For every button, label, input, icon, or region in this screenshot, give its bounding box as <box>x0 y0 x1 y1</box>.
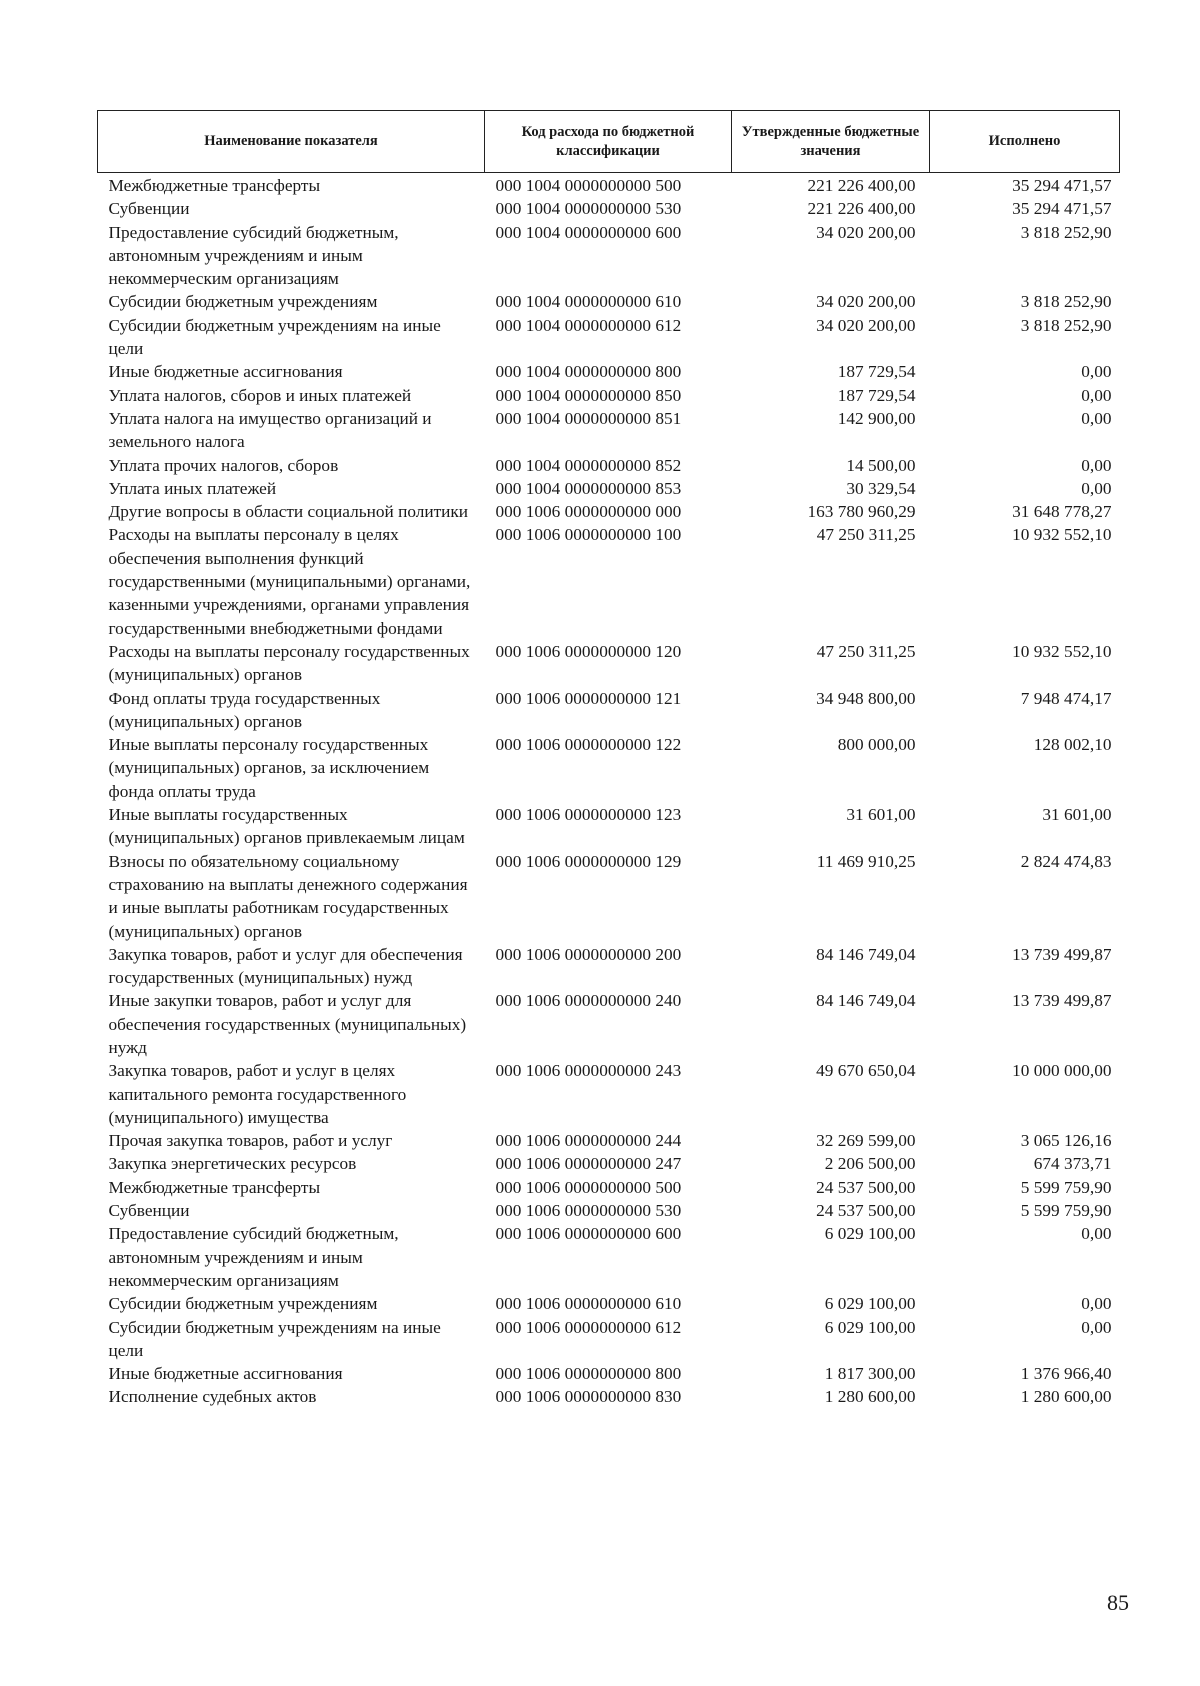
table-row <box>98 454 1120 477</box>
table-row <box>98 1129 1120 1152</box>
cell-code: 000 1006 0000000000 200 <box>495 944 682 964</box>
table-row <box>98 523 1120 639</box>
table-row <box>98 1362 1120 1385</box>
cell-name: Уплата иных платежей <box>108 478 277 498</box>
table-row <box>98 850 1120 943</box>
cell-code: 000 1006 0000000000 121 <box>495 688 682 708</box>
table-row <box>98 290 1120 313</box>
cell-executed: 0,00 <box>1081 455 1112 475</box>
cell-code: 000 1006 0000000000 244 <box>495 1131 682 1151</box>
cell-code: 000 1006 0000000000 800 <box>495 1364 682 1384</box>
cell-name: Другие вопросы в области социальной политики <box>108 502 469 522</box>
cell-code: 000 1006 0000000000 830 <box>495 1387 682 1407</box>
cell-name: Субвенции <box>108 199 190 219</box>
cell-approved: 34 020 200,00 <box>816 222 916 242</box>
cell-name: Исполнение судебных актов <box>108 1387 317 1407</box>
cell-executed: 0,00 <box>1081 1317 1112 1337</box>
table-row <box>98 407 1120 454</box>
cell-name: Предоставление субсидий бюджетным, автономным учреждениям и иным некоммерческим организациям <box>108 222 399 289</box>
cell-code: 000 1004 0000000000 612 <box>495 315 682 335</box>
table-row <box>98 640 1120 687</box>
cell-executed: 7 948 474,17 <box>1020 688 1112 708</box>
cell-approved: 34 020 200,00 <box>816 292 916 312</box>
cell-name: Предоставление субсидий бюджетным, автономным учреждениям и иным некоммерческим организациям <box>108 1224 399 1290</box>
cell-code: 000 1004 0000000000 800 <box>495 362 682 382</box>
table-row <box>98 989 1120 1059</box>
cell-code: 000 1006 0000000000 129 <box>495 851 682 871</box>
cell-code: 000 1004 0000000000 610 <box>495 292 682 312</box>
page-number: 85 <box>1107 1590 1129 1615</box>
cell-name: Расходы на выплаты персоналу государственных (муниципальных) органов <box>108 641 470 685</box>
cell-name: Иные бюджетные ассигнования <box>108 1364 343 1384</box>
table-body <box>98 173 1120 1409</box>
cell-approved: 11 469 910,25 <box>816 851 916 871</box>
cell-name: Субсидии бюджетным учреждениям на иные цели <box>108 315 441 359</box>
cell-approved: 6 029 100,00 <box>824 1317 916 1337</box>
cell-name: Взносы по обязательному социальному страхованию на выплаты денежного содержания и иные выплаты работникам государственных (муниципальных) органов <box>108 851 468 941</box>
cell-name: Уплата прочих налогов, сборов <box>108 455 339 475</box>
cell-executed: 10 932 552,10 <box>1012 525 1112 545</box>
cell-executed: 0,00 <box>1081 408 1112 428</box>
table-row <box>98 1199 1120 1222</box>
budget-table <box>97 110 1120 1409</box>
cell-code: 000 1006 0000000000 612 <box>495 1317 682 1337</box>
cell-approved: 1 817 300,00 <box>824 1364 916 1384</box>
cell-executed: 35 294 471,57 <box>1012 199 1112 219</box>
cell-name: Закупка энергетических ресурсов <box>108 1154 357 1174</box>
cell-approved: 163 780 960,29 <box>807 502 916 522</box>
table-row <box>98 477 1120 500</box>
cell-approved: 34 948 800,00 <box>816 688 916 708</box>
cell-executed: 0,00 <box>1081 478 1112 498</box>
cell-code: 000 1004 0000000000 500 <box>495 176 682 195</box>
cell-code: 000 1006 0000000000 243 <box>495 1061 682 1081</box>
table-row <box>98 1152 1120 1175</box>
cell-name: Субсидии бюджетным учреждениям <box>108 1294 378 1314</box>
table-row <box>98 173 1120 198</box>
table-row <box>98 500 1120 523</box>
cell-approved: 47 250 311,25 <box>816 641 916 661</box>
cell-executed: 674 373,71 <box>1033 1154 1112 1174</box>
header-approved: Утвержденные бюджетные значения <box>732 111 930 173</box>
table-row <box>98 197 1120 220</box>
table-row <box>98 360 1120 383</box>
table-row <box>98 733 1120 803</box>
table-row <box>98 1222 1120 1292</box>
cell-approved: 32 269 599,00 <box>816 1131 916 1151</box>
cell-code: 000 1004 0000000000 600 <box>495 222 682 242</box>
table-row <box>98 943 1120 990</box>
cell-approved: 2 206 500,00 <box>824 1154 916 1174</box>
table-row <box>98 1176 1120 1199</box>
cell-approved: 24 537 500,00 <box>816 1177 916 1197</box>
cell-code: 000 1004 0000000000 530 <box>495 199 682 219</box>
cell-approved: 187 729,54 <box>837 362 916 382</box>
cell-name: Межбюджетные трансферты <box>108 176 321 195</box>
header-code: Код расхода по бюджетной классификации <box>485 111 732 173</box>
cell-executed: 0,00 <box>1081 362 1112 382</box>
header-name: Наименование показателя <box>98 111 485 173</box>
cell-code: 000 1006 0000000000 247 <box>495 1154 682 1174</box>
cell-executed: 0,00 <box>1081 1294 1112 1314</box>
cell-code: 000 1004 0000000000 850 <box>495 385 682 405</box>
cell-code: 000 1004 0000000000 852 <box>495 455 682 475</box>
cell-executed: 10 000 000,00 <box>1012 1061 1112 1081</box>
cell-executed: 3 818 252,90 <box>1020 222 1112 242</box>
cell-approved: 221 226 400,00 <box>807 176 916 195</box>
cell-approved: 6 029 100,00 <box>824 1294 916 1314</box>
cell-code: 000 1006 0000000000 122 <box>495 735 682 755</box>
table-row <box>98 1292 1120 1315</box>
cell-code: 000 1006 0000000000 000 <box>495 502 682 522</box>
table-row <box>98 1385 1120 1408</box>
table-row <box>98 687 1120 734</box>
cell-code: 000 1006 0000000000 610 <box>495 1294 682 1314</box>
cell-code: 000 1006 0000000000 120 <box>495 641 682 661</box>
cell-code: 000 1006 0000000000 500 <box>495 1177 682 1197</box>
cell-code: 000 1006 0000000000 123 <box>495 805 682 825</box>
cell-executed: 0,00 <box>1081 1224 1112 1244</box>
cell-approved: 84 146 749,04 <box>816 944 916 964</box>
cell-name: Иные бюджетные ассигнования <box>108 362 343 382</box>
cell-executed: 128 002,10 <box>1033 735 1112 755</box>
cell-executed: 2 824 474,83 <box>1020 851 1112 871</box>
cell-executed: 31 648 778,27 <box>1012 502 1112 522</box>
cell-name: Расходы на выплаты персоналу в целях обеспечения выполнения функций государственными (муниципальными) органами, казенными учреждениями, органами управления государственными внебюджетными фондами <box>108 525 471 638</box>
cell-name: Закупка товаров, работ и услуг для обеспечения государственных (муниципальных) нужд <box>108 944 463 988</box>
cell-executed: 13 739 499,87 <box>1012 991 1112 1011</box>
cell-code: 000 1006 0000000000 240 <box>495 991 682 1011</box>
cell-executed: 3 818 252,90 <box>1020 315 1112 335</box>
table-row <box>98 1059 1120 1129</box>
cell-executed: 10 932 552,10 <box>1012 641 1112 661</box>
cell-approved: 14 500,00 <box>846 455 916 475</box>
cell-executed: 5 599 759,90 <box>1020 1201 1112 1221</box>
header-executed: Исполнено <box>930 111 1120 173</box>
table-row <box>98 803 1120 850</box>
cell-approved: 47 250 311,25 <box>816 525 916 545</box>
cell-name: Закупка товаров, работ и услуг в целях капитального ремонта государственного (муниципального) имущества <box>108 1061 407 1127</box>
cell-executed: 35 294 471,57 <box>1012 176 1112 195</box>
cell-executed: 0,00 <box>1081 385 1112 405</box>
cell-executed: 5 599 759,90 <box>1020 1177 1112 1197</box>
cell-executed: 3 818 252,90 <box>1020 292 1112 312</box>
table-row <box>98 1316 1120 1363</box>
table-row <box>98 314 1120 361</box>
table-row <box>98 221 1120 291</box>
cell-name: Уплата налога на имущество организаций и земельного налога <box>108 408 432 452</box>
cell-code: 000 1006 0000000000 600 <box>495 1224 682 1244</box>
cell-name: Субвенции <box>108 1201 190 1221</box>
cell-code: 000 1006 0000000000 100 <box>495 525 682 545</box>
cell-approved: 34 020 200,00 <box>816 315 916 335</box>
cell-name: Фонд оплаты труда государственных (муниципальных) органов <box>108 688 381 731</box>
cell-name: Субсидии бюджетным учреждениям на иные цели <box>108 1317 441 1360</box>
table-row <box>98 384 1120 407</box>
cell-name: Иные закупки товаров, работ и услуг для обеспечения государственных (муниципальных) нужд <box>108 991 467 1057</box>
table-header <box>98 111 1120 173</box>
cell-code: 000 1004 0000000000 853 <box>495 478 682 498</box>
cell-code: 000 1004 0000000000 851 <box>495 408 682 428</box>
cell-executed: 1 376 966,40 <box>1020 1364 1112 1384</box>
cell-approved: 221 226 400,00 <box>807 199 916 219</box>
cell-code: 000 1006 0000000000 530 <box>495 1201 682 1221</box>
cell-approved: 187 729,54 <box>837 385 916 405</box>
cell-name: Прочая закупка товаров, работ и услуг <box>108 1131 393 1151</box>
cell-approved: 31 601,00 <box>846 805 916 825</box>
cell-approved: 6 029 100,00 <box>824 1224 916 1244</box>
cell-approved: 49 670 650,04 <box>816 1061 916 1081</box>
cell-name: Субсидии бюджетным учреждениям <box>108 292 378 312</box>
cell-name: Иные выплаты персоналу государственных (муниципальных) органов, за исключением фонда оплаты труда <box>108 735 430 801</box>
cell-approved: 30 329,54 <box>846 478 916 498</box>
cell-approved: 24 537 500,00 <box>816 1201 916 1221</box>
cell-approved: 800 000,00 <box>837 735 916 755</box>
cell-executed: 13 739 499,87 <box>1012 944 1112 964</box>
cell-name: Межбюджетные трансферты <box>108 1177 321 1197</box>
cell-approved: 142 900,00 <box>837 408 916 428</box>
cell-executed: 1 280 600,00 <box>1020 1387 1112 1407</box>
cell-name: Уплата налогов, сборов и иных платежей <box>108 385 412 405</box>
cell-approved: 84 146 749,04 <box>816 991 916 1011</box>
cell-executed: 3 065 126,16 <box>1020 1131 1112 1151</box>
cell-executed: 31 601,00 <box>1042 805 1112 825</box>
cell-name: Иные выплаты государственных (муниципальных) органов привлекаемым лицам <box>108 805 465 848</box>
cell-approved: 1 280 600,00 <box>824 1387 916 1407</box>
